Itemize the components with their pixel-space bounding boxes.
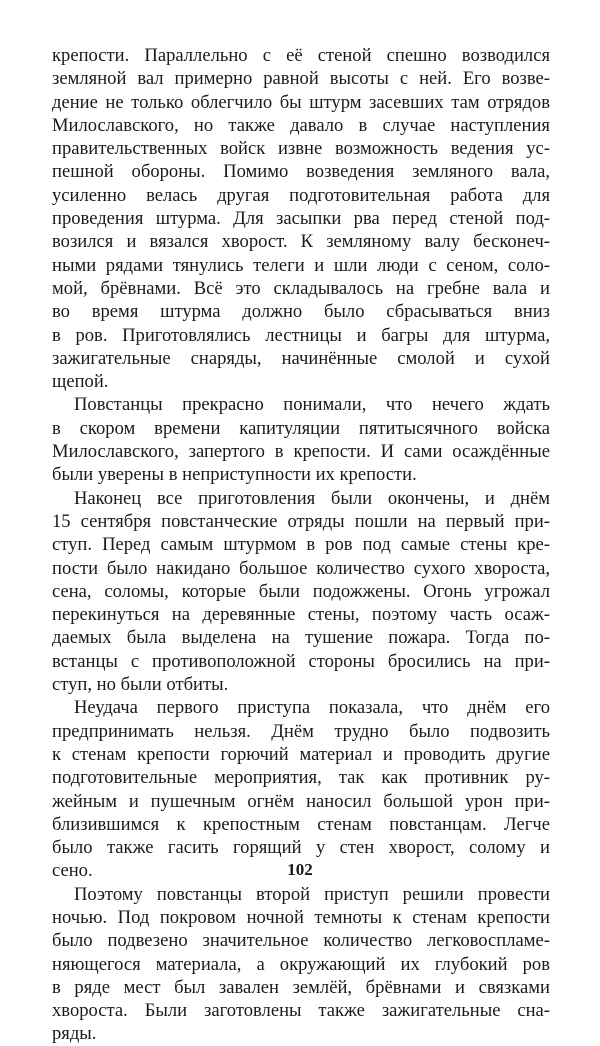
text-line: ными рядами тянулись телеги и шли люди с сеном, соло-: [52, 254, 550, 276]
text-line: близившимся к крепостным стенам повстанцам. Легче: [52, 813, 550, 835]
page-number: 102: [287, 860, 313, 879]
text-line: зажигательные снаряды, начинённые смолой и сухой: [52, 347, 550, 369]
text-line: в скором времени капитуляции пятитысячного войска: [52, 417, 550, 439]
text-line: усиленно велась другая подготовительная работа для: [52, 184, 550, 206]
text-line: было также гасить горящий у стен хворост, солому и: [52, 837, 550, 859]
text-line: Милославского, запертого в крепости. И сами осаждённые: [52, 441, 550, 463]
text-line: встанцы с противоположной стороны бросились на при-: [52, 650, 550, 672]
text-line: земляной вал примерно равной высоты с ней. Его возве-: [52, 68, 550, 90]
paragraph-4: [52, 696, 550, 882]
text-line: пешной обороны. Помимо возведения земляного вала,: [52, 161, 550, 183]
text-line: к стенам крепости горючий материал и проводить другие: [52, 743, 550, 765]
text-line: возился и вязался хворост. К земляному валу бесконеч-: [52, 231, 550, 253]
text-line: правительственных войск извне возможность ведения ус-: [52, 138, 550, 160]
text-line: 15 сентября повстанческие отряды пошли на первый при-: [52, 510, 550, 532]
text-line: Наконец все приготовления были окончены, и днём: [74, 487, 550, 509]
paragraph-2: [52, 393, 550, 486]
text-line: пости было накидано большое количество сухого хвороста,: [52, 557, 550, 579]
text-line: предпринимать нельзя. Днём трудно было подвозить: [52, 720, 550, 742]
paragraph-1: [52, 44, 550, 393]
text-line: няющегося материала, а окружающий их глубокий ров: [52, 953, 550, 975]
page-body: [52, 44, 550, 1046]
text-line: Милославского, но также давало в случае наступления: [52, 114, 550, 136]
text-line: Неудача первого приступа показала, что днём его: [74, 697, 550, 719]
text-line: даемых была выделена на тушение пожара. Тогда по-: [52, 627, 550, 649]
text-line: сено.: [52, 860, 93, 882]
paragraph-3: [52, 487, 550, 697]
text-line: щепой.: [52, 371, 109, 393]
text-line: сена, соломы, которые были подожжены. Огонь угрожал: [52, 580, 550, 602]
paragraph-5: [52, 883, 550, 1046]
text-line: хвороста. Были заготовлены также зажигательные сна-: [52, 1000, 550, 1022]
text-line: были уверены в неприступности их крепости.: [52, 464, 417, 486]
text-line: ряды.: [52, 1023, 97, 1045]
text-line: в ряде мест был завален землёй, брёвнами и связками: [52, 976, 550, 998]
text-line: проведения штурма. Для засыпки рва перед стеной под-: [52, 208, 550, 230]
text-line: мой, брёвнами. Всё это складывалось на гребне вала и: [52, 277, 550, 299]
text-line: в ров. Приготовлялись лестницы и багры для штурма,: [52, 324, 550, 346]
text-line: дение не только облегчило бы штурм засевших там отрядов: [52, 91, 550, 113]
text-line: перекинуться на деревянные стены, поэтому часть осаж-: [52, 604, 550, 626]
text-line: во время штурма должно было сбрасываться вниз: [52, 301, 550, 323]
text-line: ступ, но были отбиты.: [52, 674, 229, 696]
text-line: Поэтому повстанцы второй приступ решили провести: [74, 883, 550, 905]
text-line: ночью. Под покровом ночной темноты к стенам крепости: [52, 906, 550, 928]
text-line: подготовительные мероприятия, так как противник ру-: [52, 767, 550, 789]
text-line: было подвезено значительное количество легковоспламе-: [52, 930, 550, 952]
text-line: ступ. Перед самым штурмом в ров под самые стены кре-: [52, 534, 550, 556]
text-line: жейным и пушечным огнём наносил большой урон при-: [52, 790, 550, 812]
text-line: Повстанцы прекрасно понимали, что нечего ждать: [74, 394, 550, 416]
text-line: крепости. Параллельно с её стеной спешно возводился: [52, 45, 550, 66]
